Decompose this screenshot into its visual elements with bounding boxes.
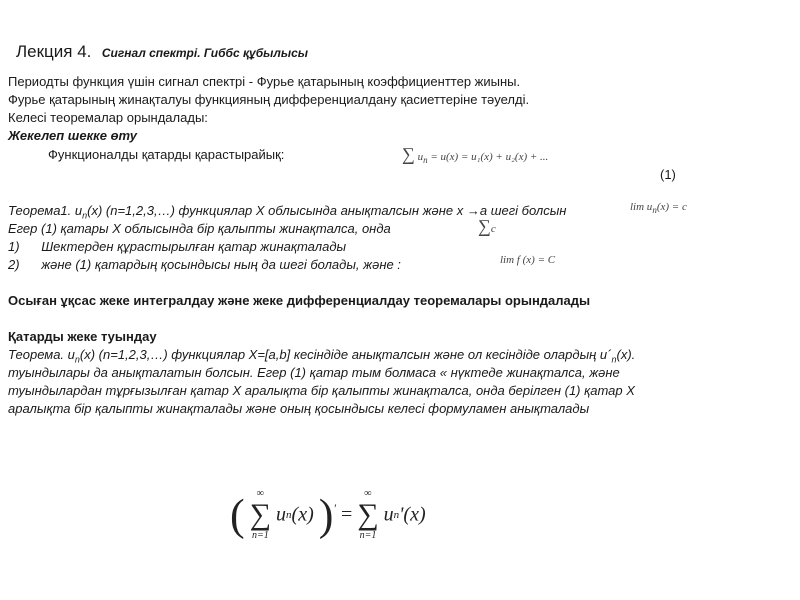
theorem-2-line-3: туындылардан тұрғызылған қатар Х аралықта бір қалыпты жинақталса, онда берілген (1) қатар Х	[8, 383, 635, 398]
equation-number: (1)	[660, 167, 676, 182]
theorem-2-a: Теорема. u	[8, 347, 75, 362]
sum-left: ∞ ∑ n=1	[249, 488, 272, 541]
limit-f-formula: lim f (x) = C	[500, 254, 556, 266]
paragraph-1: Периодты функция үшін сигнал спектрі - Фурье қатарының коэффициенттер жиыны.	[8, 74, 521, 89]
lecture-title	[16, 42, 308, 62]
upper-limit-right: ∞	[364, 488, 372, 499]
limit-term: lim u	[630, 201, 653, 213]
theorem-2-line-2: туындылары да анықталатын болсын. Егер (1) қатар тым болмаса « нүктеде жинақталса, және	[8, 365, 620, 380]
paragraph-2: Фурье қатарының жинақталуы функцияның дифференциалдану қасиеттеріне тәуелді.	[8, 92, 530, 107]
theorem-1-line-2: Егер (1) қатары X облысында бір қалыпты жинақталса, онда	[8, 221, 391, 236]
list-item-1-num: 1)	[8, 239, 20, 254]
list-item-1-text: Шектерден құрастырылған қатар жинақталады	[41, 239, 347, 254]
theorem-2-c: (x) (n=1,2,3,…) функциялар X=[a,b] кесіндіде анықталсын және ол кесіндіде олардың u´	[79, 347, 612, 362]
theorem-1-sub: n	[82, 210, 88, 221]
sum-c: c	[490, 223, 496, 235]
series-formula: ∑ $u_n = u(x) = u_1(x) + u_2(x)$ + ...	[402, 144, 549, 166]
term-left: u	[276, 503, 287, 526]
sum-right: ∞ ∑ n=1	[357, 488, 379, 541]
paragraph-3: Келесі теоремалар орындалады:	[8, 110, 208, 125]
lecture-number: Лекция 4.	[16, 42, 92, 61]
theorem-2-d: n	[611, 354, 617, 365]
series-term: u	[417, 151, 424, 163]
upper-limit-left: ∞	[256, 488, 264, 499]
term-right: '(x)	[399, 503, 426, 526]
termwise-derivative-formula: ( ∞ ∑ n=1 un(x) )' = ∞ ∑ n=1 un'(x)	[230, 488, 426, 541]
series-expansion: = u(x) = u₁(x) + u₂(x) + ...	[430, 151, 549, 163]
lower-limit-left: n=1	[251, 530, 269, 541]
theorem-2-b: n	[74, 354, 80, 365]
heading-analogous: Осыған ұқсас жеке интегралдау және жеке дифференциалдау теоремалары орындалады	[8, 293, 591, 308]
lecture-topic: Сигнал спектрі. Гиббс құбылысы	[101, 46, 309, 60]
limit-formula: $\lim u_n(x) = c$	[630, 201, 687, 216]
theorem-2-line-4: аралықта бір қалыпты жинақталады және оның қосындысы келесі формуламен анықталады	[8, 401, 590, 416]
heading-limit: Жекелеп шекке өту	[8, 128, 138, 143]
lower-limit-right: n=1	[359, 530, 377, 541]
list-item-2-num: 2)	[8, 257, 20, 272]
heading-differentiation: Қатарды жеке туындау	[8, 329, 157, 344]
sigma-symbol: ∑	[402, 144, 415, 164]
list-item-2	[8, 256, 401, 274]
list-item-2-text: және (1) қатардың қосындысы ның да шегі болады, және :	[41, 257, 401, 272]
limit-value: (x) = c	[656, 201, 687, 213]
theorem-2-e: (x).	[616, 347, 636, 362]
sum-c-formula	[478, 218, 496, 235]
list-item-1	[8, 238, 346, 256]
sigma-symbol-2: ∑	[478, 216, 491, 236]
paragraph-4: Функционалды қатарды қарастырайық:	[48, 147, 285, 162]
theorem-1-rest: (x) (n=1,2,3,…) функциялар X облысында анықталсын және x →a шегі болсын	[87, 203, 567, 218]
theorem-1-prefix: Теорема1. u	[8, 203, 83, 218]
